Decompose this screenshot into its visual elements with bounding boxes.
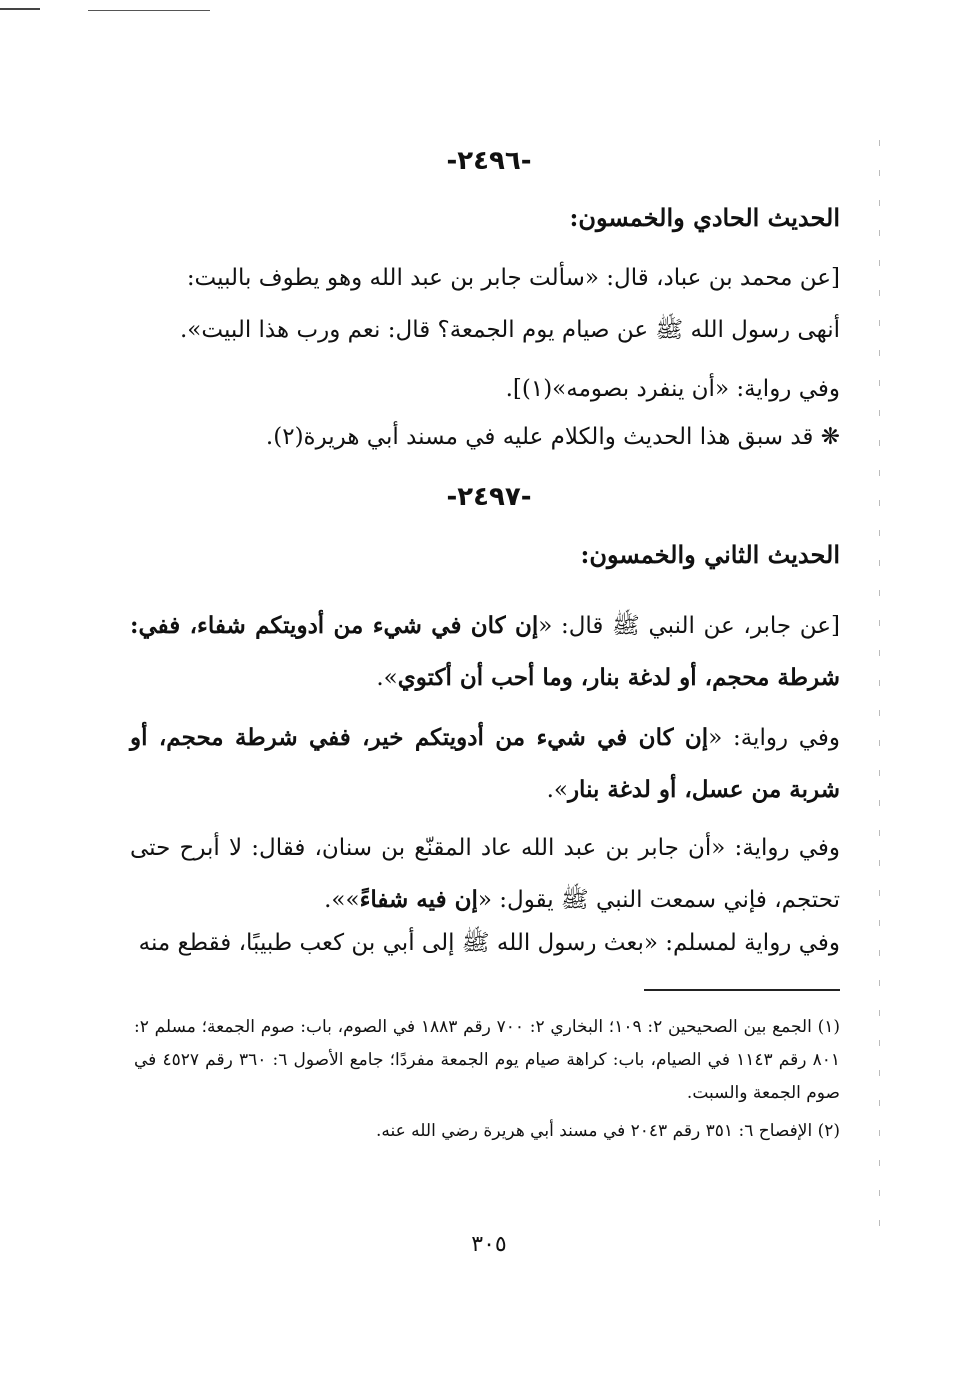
hadith-riwaya: وفي رواية: «أن ينفرد بصومه»(١)]. <box>505 376 840 402</box>
paragraph-text: [عن جابر، عن النبي ﷺ قال: « <box>538 613 840 639</box>
hadith-text-line: [عن محمد بن عباد، قال: «سألت جابر بن عبد الله وهو يطوف بالبيت: <box>186 265 840 291</box>
hadith-title-2496: الحديث الحادي والخمسون: <box>569 203 840 232</box>
scan-artifact-line <box>88 10 210 11</box>
paragraph-text: ». <box>376 665 398 691</box>
scan-edge-mark <box>879 140 880 1240</box>
page-number: ٣٠٥ <box>471 1232 507 1257</box>
hadith-note: ❋ قد سبق هذا الحديث والكلام عليه في مسند أبي هريرة(٢). <box>265 424 840 450</box>
hadith-number-2497: -٢٤٩٧- <box>446 482 532 512</box>
paragraph-text: وفي رواية: « <box>708 725 841 751</box>
footnote-divider <box>644 989 840 991</box>
paragraph-text: ». <box>546 777 568 803</box>
paragraph-text: »». <box>324 887 360 913</box>
footnote-1: (١) الجمع بين الصحيحين ٢: ١٠٩؛ البخاري ٢: ٧٠٠ رقم ١٨٨٣ في الصوم، باب: صوم الجمعة؛ مسلم ٢: ٨٠١ رقم ١١٤٣ في الصيام، باب: كراهة صيام يوم الجمعة مفردًا؛ جامع الأصول ٦: ٣٦٠ رقم ٤٥٢٧ في صوم الجمعة والسبت. <box>134 1017 840 1103</box>
footnote-2: (٢) الإفصاح ٦: ٣٥١ رقم ٢٠٤٣ في مسند أبي هريرة رضي الله عنه. <box>375 1121 840 1141</box>
hadith-title-2497: الحديث الثاني والخمسون: <box>580 540 840 569</box>
paragraph-text: وفي رواية: «أن جابر بن عبد الله عاد المقنّع بن سنان، فقال: لا أبرح حتى تحتجم، فإني سمعت النبي ﷺ يقول: « <box>130 835 840 913</box>
scan-artifact-line <box>0 8 40 10</box>
paragraph-bold-text: إن كان في شيء من أدويتكم خير، ففي شرطة محجم، أو شربة من عسل، أو لدغة بنار <box>130 724 840 803</box>
hadith-paragraph: وفي رواية لمسلم: «بعث رسول الله ﷺ إلى أبي بن كعب طبيبًا، فقطع منه <box>138 930 840 956</box>
hadith-paragraph <box>130 600 840 704</box>
paragraph-bold-text: إن فيه شفاءً <box>359 886 478 913</box>
hadith-paragraph <box>130 822 840 926</box>
hadith-text-line: أنهى رسول الله ﷺ عن صيام يوم الجمعة؟ قال: نعم ورب هذا البيت». <box>179 317 840 343</box>
hadith-number-2496: -٢٤٩٦- <box>446 146 532 176</box>
hadith-paragraph <box>130 712 840 816</box>
paragraph-bold-text: إن كان في شيء من أدويتكم شفاء، ففي: شرطة محجم، أو لدغة بنار، وما أحب أن أكتوي <box>130 612 840 691</box>
